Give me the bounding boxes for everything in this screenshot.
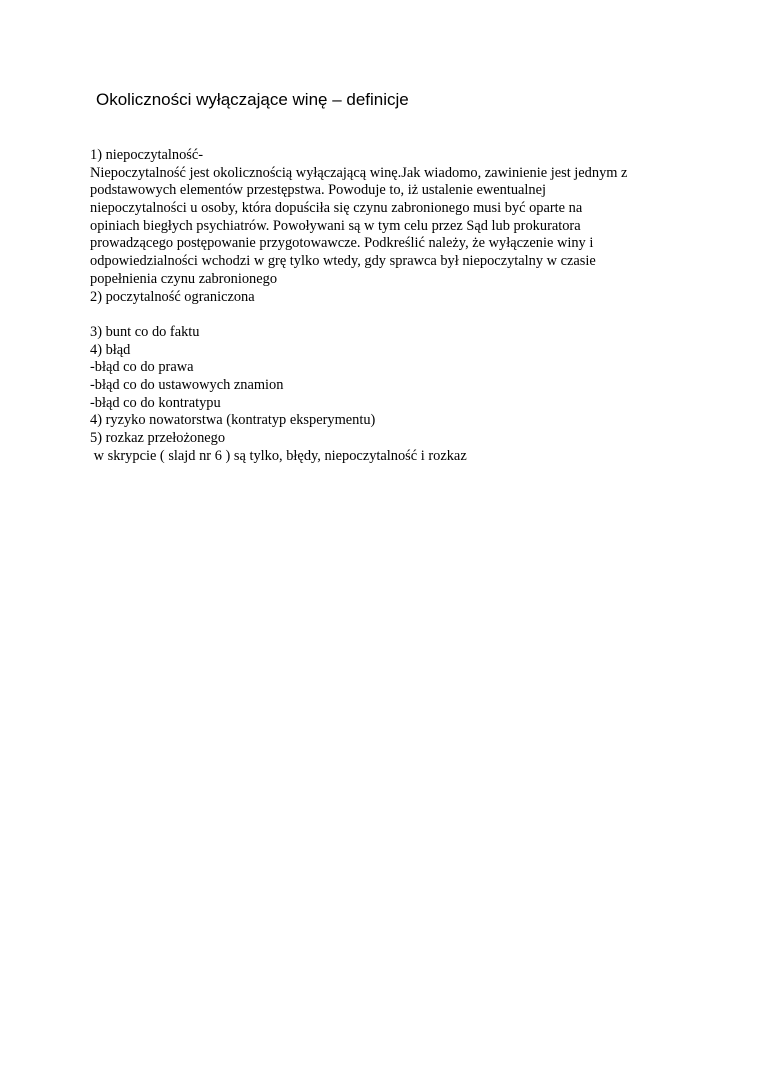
text-line: niepoczytalności u osoby, która dopuściła się czynu zabronionego musi być oparte na: [90, 200, 583, 217]
text-line: opiniach biegłych psychiatrów. Powoływani są w tym celu przez Sąd lub prokuratora: [90, 217, 581, 234]
text-line: 1) niepoczytalność-: [90, 147, 204, 163]
text-line: popełnienia czynu zabronionego: [90, 270, 278, 287]
text-line: 3) bunt co do faktu: [90, 323, 200, 340]
text-line: 5) rozkaz przełożonego: [90, 430, 226, 446]
text-line: podstawowych elementów przestępstwa. Powoduje to, iż ustalenie ewentualnej: [90, 182, 546, 199]
text-line: prowadzącego postępowanie przygotowawcze. Podkreślić należy, że wyłączenie winy i: [90, 235, 594, 252]
text-line: -błąd co do ustawowych znamion: [90, 376, 284, 393]
document-title: Okoliczności wyłączające winę – definicje: [96, 90, 409, 109]
blank-line: [90, 306, 680, 324]
text-line: Niepoczytalność jest okolicznością wyłączającą winę.Jak wiadomo, zawinienie jest jednym z: [90, 164, 628, 181]
text-line: 2) poczytalność ograniczona: [90, 288, 255, 305]
text-line: 4) błąd: [90, 341, 131, 358]
text-line: 4) ryzyko nowatorstwa (kontratyp eksperymentu): [90, 412, 376, 429]
document-body: [90, 147, 680, 465]
text-line: odpowiedzialności wchodzi w grę tylko wtedy, gdy sprawca był niepoczytalny w czasie: [90, 253, 596, 270]
text-line: -błąd co do prawa: [90, 359, 194, 376]
text-line: w skrypcie ( slajd nr 6 ) są tylko, błędy, niepoczytalność i rozkaz: [90, 447, 467, 464]
text-line: -błąd co do kontratypu: [90, 394, 221, 411]
